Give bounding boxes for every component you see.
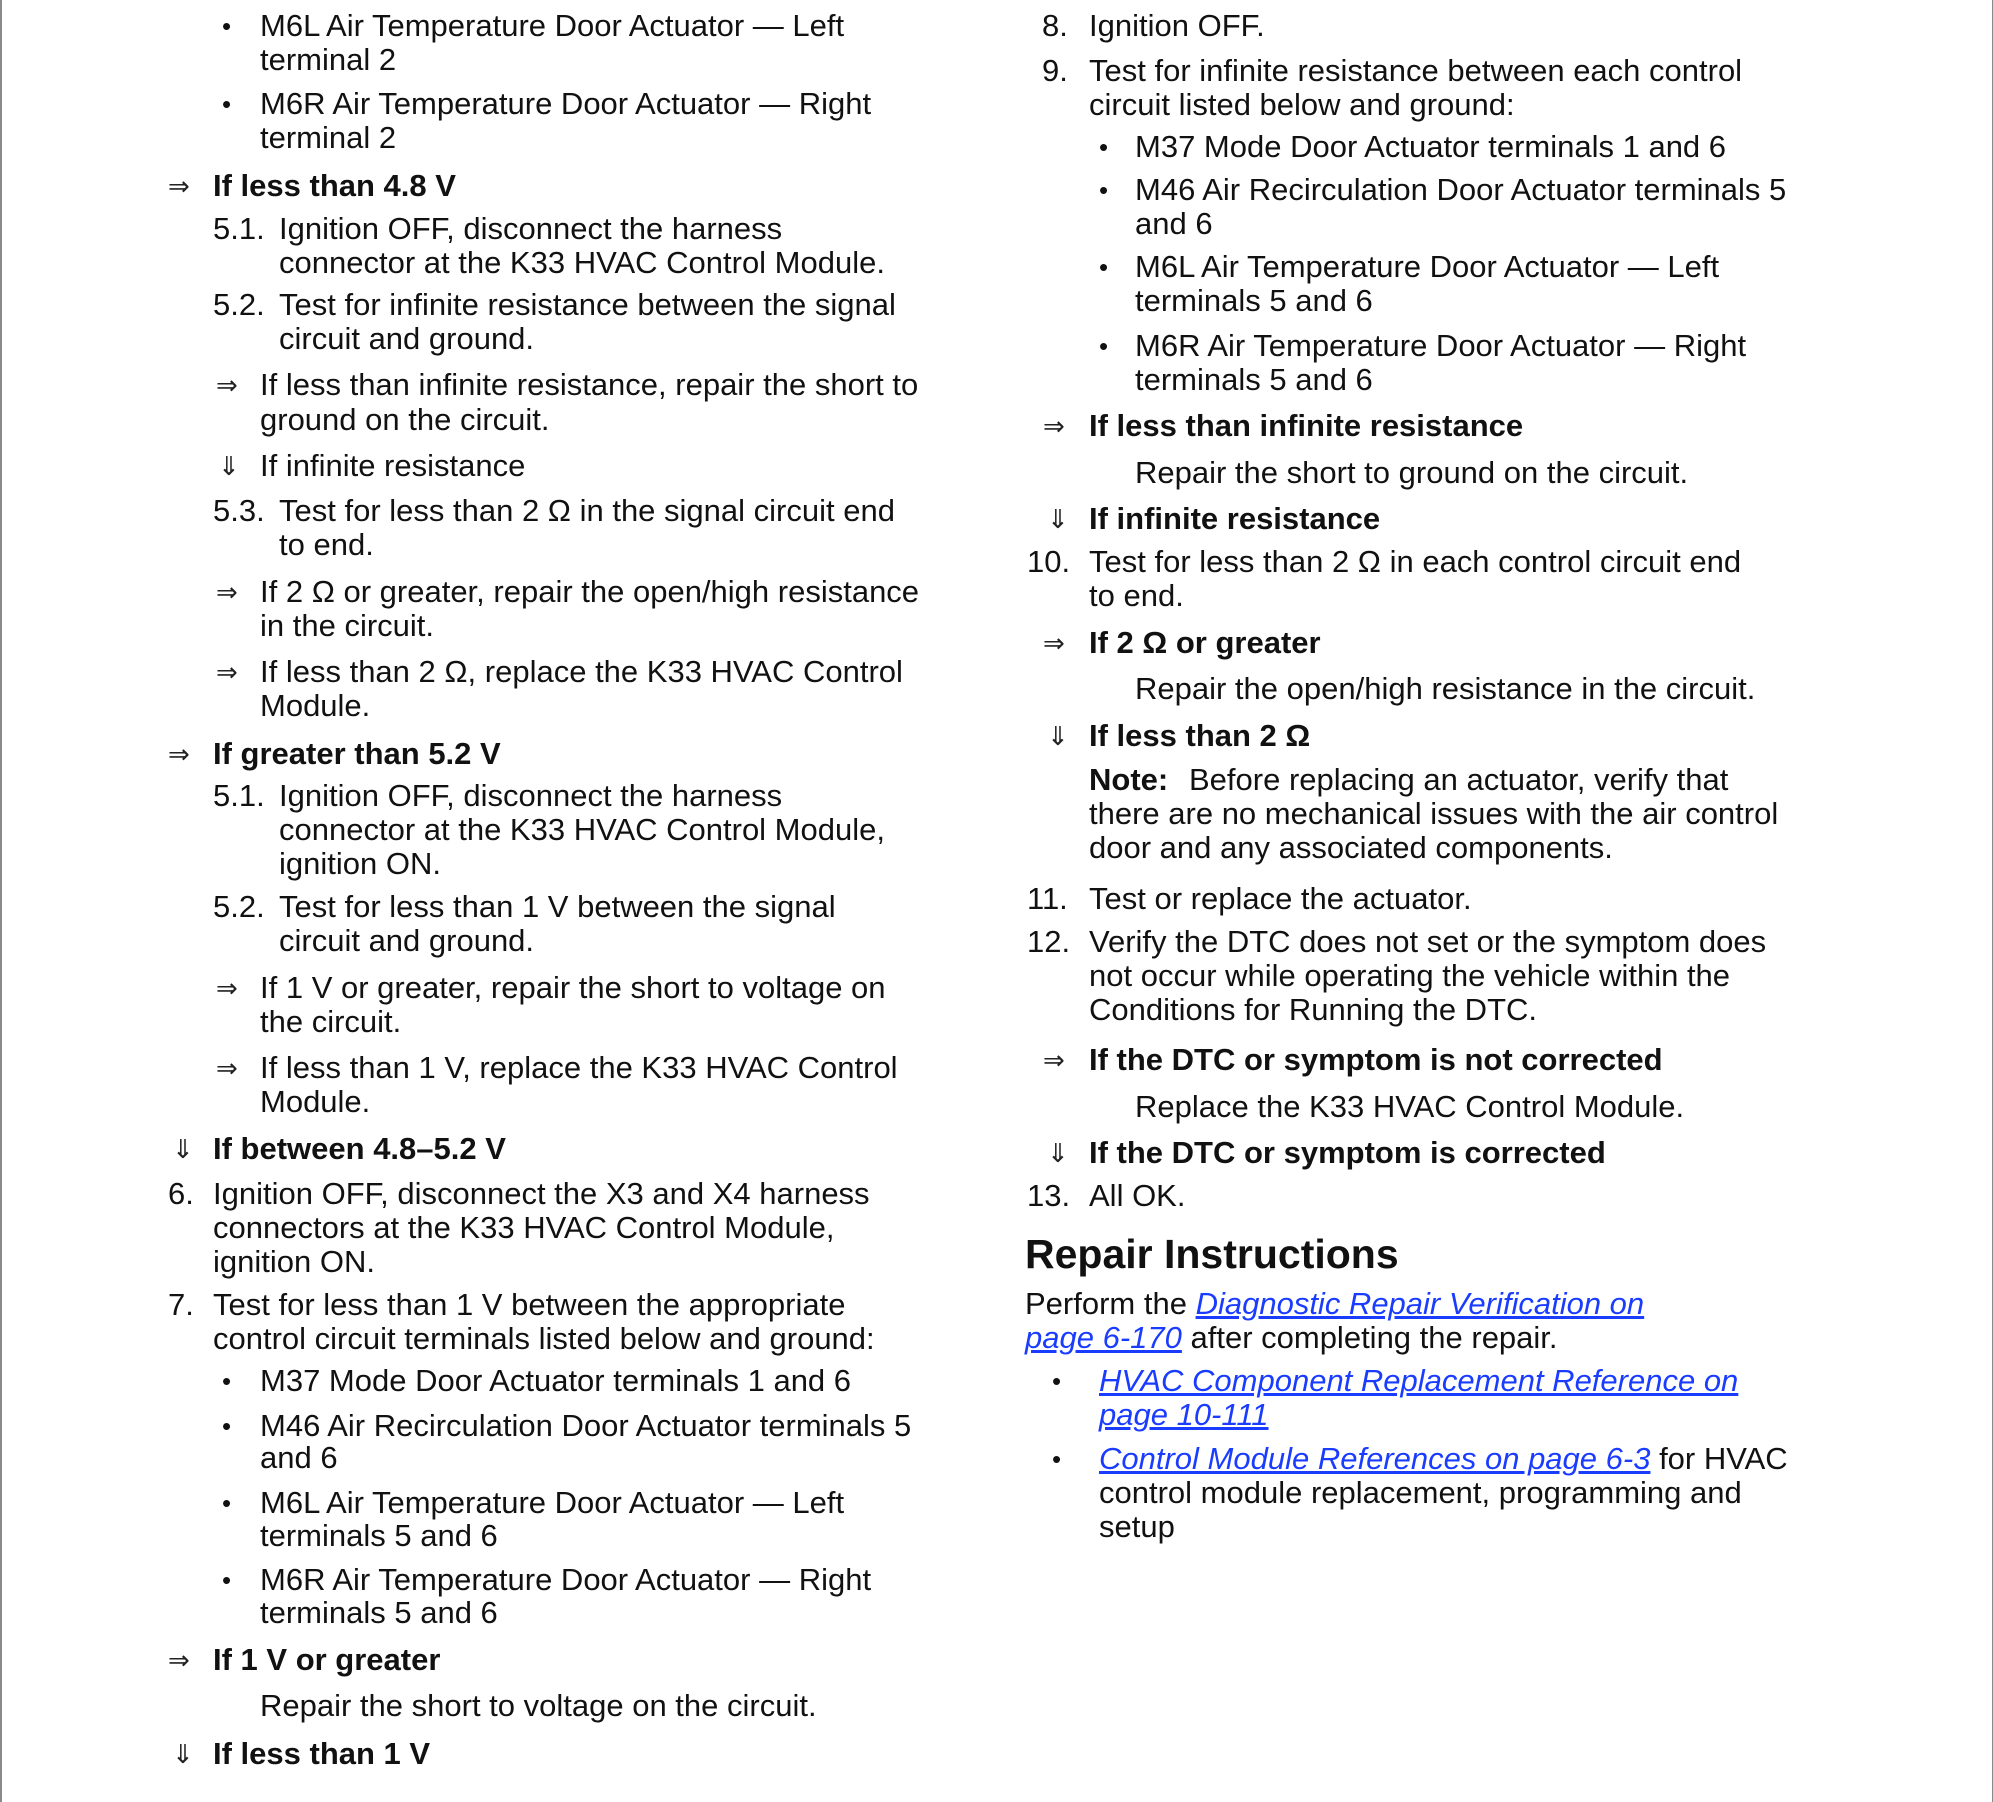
bullet-text: M6R Air Temperature Door Actuator — Right — [1135, 328, 1747, 363]
arrow-right-icon: ⇒ — [168, 1645, 190, 1675]
perform-line — [1025, 1321, 1558, 1355]
bullet-text: terminals 5 and 6 — [1135, 362, 1373, 397]
step-number: 7. — [168, 1287, 194, 1322]
substep-number: 5.2. — [213, 287, 265, 322]
step-number: 10. — [1027, 544, 1071, 579]
bullet-text: M6R Air Temperature Door Actuator — Right — [260, 86, 872, 121]
step-number: 11. — [1027, 881, 1068, 916]
substep-text: connector at the K33 HVAC Control Module. — [279, 245, 885, 280]
bullet-text: M6L Air Temperature Door Actuator — Left — [1135, 249, 1720, 284]
perform-line — [1025, 1287, 1644, 1321]
arrow-right-icon: ⇒ — [1043, 411, 1065, 441]
bullet-text: M37 Mode Door Actuator terminals 1 and 6 — [1135, 129, 1727, 164]
note-text: Before replacing an actuator, verify that — [1189, 762, 1729, 797]
bullet-text: terminals 5 and 6 — [1135, 283, 1373, 318]
result-text: If less than 2 Ω, replace the K33 HVAC Control — [260, 654, 903, 689]
result-text: Module. — [260, 688, 371, 723]
bullet: • — [222, 1488, 232, 1518]
bullet: • — [1099, 175, 1109, 205]
result-text: ground on the circuit. — [260, 402, 550, 437]
bullet-text: M6L Air Temperature Door Actuator — Left — [260, 8, 845, 43]
bullet-text: M6R Air Temperature Door Actuator — Right — [260, 1562, 872, 1597]
reference-text: control module replacement, programming and — [1099, 1475, 1742, 1510]
bullet-text: and 6 — [260, 1440, 338, 1475]
substep-text: circuit and ground. — [279, 923, 535, 958]
diagnostic-repair-verification-link[interactable]: Diagnostic Repair Verification on — [1195, 1286, 1645, 1321]
bullet-text: terminals 5 and 6 — [260, 1595, 498, 1630]
step-number: 12. — [1027, 924, 1071, 959]
step-text: Conditions for Running the DTC. — [1089, 992, 1538, 1027]
substep-text: Ignition OFF, disconnect the harness — [279, 778, 783, 813]
result-text: If infinite resistance — [260, 448, 526, 483]
arrow-right-icon: ⇒ — [1043, 628, 1065, 658]
arrow-right-icon: ⇒ — [216, 973, 238, 1003]
substep-text: to end. — [279, 527, 374, 562]
bullet-text: M37 Mode Door Actuator terminals 1 and 6 — [260, 1363, 852, 1398]
bullet: • — [222, 11, 232, 41]
substep-number: 5.1. — [213, 211, 265, 246]
result-text: If less than 1 V, replace the K33 HVAC Control — [260, 1050, 898, 1085]
substep-text: Test for less than 1 V between the signal — [279, 889, 836, 924]
step-text: Test for less than 2 Ω in each control circuit end — [1089, 544, 1742, 579]
result-heading: If between 4.8–5.2 V — [213, 1131, 506, 1166]
arrow-right-icon: ⇒ — [168, 171, 190, 201]
arrow-down-icon: ⇓ — [1047, 1138, 1069, 1168]
result-text: Module. — [260, 1084, 371, 1119]
step-number: 9. — [1042, 53, 1068, 88]
arrow-down-icon: ⇓ — [172, 1134, 194, 1164]
arrow-right-icon: ⇒ — [216, 577, 238, 607]
arrow-right-icon: ⇒ — [216, 370, 238, 400]
bullet-text: M46 Air Recirculation Door Actuator terminals 5 — [260, 1408, 912, 1443]
bullet-text: terminal 2 — [260, 42, 397, 77]
perform-text: after completing the repair. — [1181, 1320, 1558, 1355]
bullet: • — [1099, 331, 1109, 361]
substep-text: circuit and ground. — [279, 321, 535, 356]
reference-text: for HVAC — [1650, 1441, 1788, 1476]
bullet-text: terminal 2 — [260, 120, 397, 155]
result-text: Repair the short to ground on the circuit. — [1135, 455, 1689, 490]
bullet: • — [1099, 252, 1109, 282]
step-number: 8. — [1042, 8, 1068, 43]
result-heading: If the DTC or symptom is corrected — [1089, 1135, 1606, 1170]
substep-number: 5.1. — [213, 778, 265, 813]
result-text: the circuit. — [260, 1004, 402, 1039]
bullet-text: M46 Air Recirculation Door Actuator terminals 5 — [1135, 172, 1787, 207]
step-text: Test or replace the actuator. — [1089, 881, 1472, 916]
arrow-right-icon: ⇒ — [1043, 1045, 1065, 1075]
arrow-down-icon: ⇓ — [172, 1739, 194, 1769]
result-heading: If 1 V or greater — [213, 1642, 441, 1677]
perform-text: Perform the — [1025, 1286, 1187, 1321]
control-module-references-link[interactable]: Control Module References on page 6-3 — [1099, 1441, 1651, 1476]
step-text: All OK. — [1089, 1178, 1186, 1213]
substep-number: 5.3. — [213, 493, 265, 528]
note-text: door and any associated components. — [1089, 830, 1613, 865]
substep-text: connector at the K33 HVAC Control Module, — [279, 812, 885, 847]
step-text: Ignition OFF, disconnect the X3 and X4 harness — [213, 1176, 870, 1211]
result-heading: If the DTC or symptom is not corrected — [1089, 1042, 1663, 1077]
bullet: • — [222, 1411, 232, 1441]
substep-text: ignition ON. — [279, 846, 441, 881]
step-text: circuit listed below and ground: — [1089, 87, 1515, 122]
bullet: • — [1052, 1444, 1062, 1474]
step-number: 6. — [168, 1176, 194, 1211]
result-heading: If less than 2 Ω — [1089, 718, 1311, 753]
result-heading: If less than infinite resistance — [1089, 408, 1524, 443]
arrow-right-icon: ⇒ — [168, 739, 190, 769]
section-heading: Repair Instructions — [1025, 1231, 1399, 1277]
arrow-right-icon: ⇒ — [216, 1053, 238, 1083]
result-heading: If infinite resistance — [1089, 501, 1381, 536]
result-text: Replace the K33 HVAC Control Module. — [1135, 1089, 1685, 1124]
result-heading: If less than 1 V — [213, 1736, 431, 1771]
step-text: connectors at the K33 HVAC Control Module, — [213, 1210, 835, 1245]
bullet: • — [222, 89, 232, 119]
substep-text: Ignition OFF, disconnect the harness — [279, 211, 783, 246]
result-text: Repair the short to voltage on the circuit. — [260, 1688, 817, 1723]
bullet-text: and 6 — [1135, 206, 1213, 241]
substep-number: 5.2. — [213, 889, 265, 924]
bullet: • — [1099, 132, 1109, 162]
step-text: control circuit terminals listed below and ground: — [213, 1321, 875, 1356]
result-heading: If greater than 5.2 V — [213, 736, 501, 771]
bullet-text: terminals 5 and 6 — [260, 1518, 498, 1553]
step-text: Verify the DTC does not set or the symptom does — [1089, 924, 1767, 959]
result-text: If 1 V or greater, repair the short to voltage on — [260, 970, 886, 1005]
substep-text: Test for infinite resistance between the signal — [279, 287, 896, 322]
bullet: • — [222, 1366, 232, 1396]
result-heading: If 2 Ω or greater — [1089, 625, 1321, 660]
arrow-down-icon: ⇓ — [218, 451, 240, 481]
note-label: Note: — [1089, 762, 1169, 797]
substep-text: Test for less than 2 Ω in the signal circuit end — [279, 493, 895, 528]
arrow-right-icon: ⇒ — [216, 657, 238, 687]
bullet: • — [222, 1565, 232, 1595]
diagnostic-repair-verification-link-page[interactable]: page 6-170 — [1025, 1320, 1182, 1355]
result-heading: If less than 4.8 V — [213, 168, 456, 203]
reference-line — [1099, 1442, 1788, 1476]
step-text: to end. — [1089, 578, 1184, 613]
step-text: Ignition OFF. — [1089, 8, 1265, 43]
bullet: • — [1052, 1366, 1062, 1396]
arrow-down-icon: ⇓ — [1047, 504, 1069, 534]
step-text: not occur while operating the vehicle within the — [1089, 958, 1731, 993]
result-text: in the circuit. — [260, 608, 435, 643]
result-text: Repair the open/high resistance in the circuit. — [1135, 671, 1756, 706]
result-text: If 2 Ω or greater, repair the open/high resistance — [260, 574, 920, 609]
step-text: ignition ON. — [213, 1244, 375, 1279]
hvac-component-reference-link-page[interactable]: page 10-111 — [1099, 1397, 1269, 1432]
step-text: Test for less than 1 V between the appropriate — [213, 1287, 846, 1322]
arrow-down-icon: ⇓ — [1047, 721, 1069, 751]
result-text: If less than infinite resistance, repair the short to — [260, 367, 919, 402]
step-number: 13. — [1027, 1178, 1071, 1213]
note-text: there are no mechanical issues with the air control — [1089, 796, 1779, 831]
hvac-component-reference-link[interactable]: HVAC Component Replacement Reference on — [1099, 1363, 1739, 1398]
step-text: Test for infinite resistance between each control — [1089, 53, 1743, 88]
bullet-text: M6L Air Temperature Door Actuator — Left — [260, 1485, 845, 1520]
reference-text: setup — [1099, 1509, 1175, 1544]
